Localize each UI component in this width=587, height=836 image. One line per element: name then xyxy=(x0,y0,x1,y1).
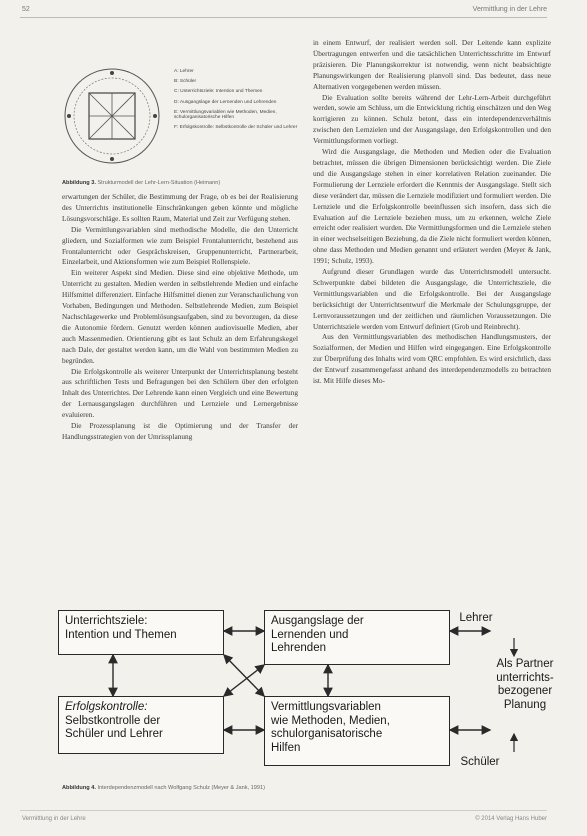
caption-text: Interdependenzmodell nach Wolfgang Schulz (Meyer & Jank, 1991) xyxy=(97,785,265,791)
label-partners xyxy=(478,658,572,712)
legend-item: A: Lehrer xyxy=(174,69,194,74)
left-column xyxy=(62,192,298,443)
box-teaching-goals xyxy=(58,610,224,655)
legend-item: F: Erfolgskontrolle: Selbstkontrolle der Schüler und Lehrer xyxy=(174,124,298,130)
side-line: bezogener xyxy=(497,685,553,697)
paragraph: erwartungen der Schüler, die Bestimmung der Frage, ob es bei der Realisierung des Unterrichts institutionelle Einschränkungen geben könnte und mögliche Lösungsvorschläge. Es sollten Raum, Material und Zeit zur Verfügung stehen. xyxy=(62,192,298,223)
header-rule xyxy=(20,17,547,18)
paragraph: Aufgrund dieser Grundlagen wurde das Unterrichtsmodell untersucht. Schwerpunkte dabei bildeten die Ausgangslage, die Unterrichtsziele, die Vermittlungsvariablen und die Erfolgskontrolle. Bei der Ausgangslage berücksichtigt der Unterrichtsentwurf die Merkmale der Schulungsgruppe, der Lernvoraussetzungen und der zeitlichen und räumlichen Voraussetzungen. Die Unterrichtsziele werden vom Entwurf definiert (Grob und Reinbrecht). xyxy=(313,267,551,331)
page-number: 52 xyxy=(22,6,30,13)
box-line: Unterrichtsziele: xyxy=(65,615,148,627)
figure-4-caption xyxy=(62,785,265,791)
box-line: Lernenden und xyxy=(271,628,349,641)
paragraph: Wird die Ausgangslage, die Methoden und Medien oder die Evaluation betrachtet, müssen die übrigen Dimensionen berücksichtigt werden. Die Ziele und die Ausgangslage stehen in einer korrelativen Relation zueinander. Die Formulierung der Lernziele erfordert die Kenntnis der Ausgangslage. Stellt sich diese verändert dar, müssen die Lernziele modifiziert und formuliert werden. Die Lernziele und die Erfolgskontrolle beeinflussen sich insofern, dass sich die Evaluation auf die Lernziele beziehen muss, um zu erkennen, welche Ziele erreicht oder realisiert wurden. Die Vermittlungsformen und die Lernziele stehen in einer wechselseitigen Beziehung, da die Ziele nicht formuliert werden können, ohne dass Methoden und Medien genannt und erläutert werden (Meyer & Jank, 1991; Schulz, 1993). xyxy=(313,147,551,266)
paragraph: in einem Entwurf, der realisiert werden soll. Der Leitende kann explizite Übertragungen entwerfen und die tatsächlichen Unterrichtsschritte im Entwurf präzisieren. Die Planungskorrektur ist notwendig, wenn nicht beabsichtigte Planungswirkungen der Realisierung planvoll sind. Das bedeutet, dass neue Alternativen vorgegebenen werden müssen. xyxy=(313,38,551,91)
box-line: wie Methoden, Medien, xyxy=(271,714,390,727)
side-line: unterrichts- xyxy=(496,671,554,684)
footer-left: Vermittlung in der Lehre xyxy=(22,816,86,822)
legend-item: E: Vermittlungsvariablen wie Methoden, Medien, schulorganisatorische Hilfen xyxy=(174,109,277,120)
paragraph: Die Vermittlungsvariablen sind methodische Modelle, die den Unterricht gliedern, und Sozialformen wie zum Beispiel Frontalunterricht, bestehend aus Frontalunterricht oder Gesprächskreisen, Gruppenunterricht, Partnerarbeit, Einzelarbeit, und Aktionsformen wie zum Beispiel Rollenspiele. xyxy=(62,224,298,267)
figure-4-interdependence-model xyxy=(58,598,572,780)
box-line: Intention und Themen xyxy=(65,628,177,641)
paragraph: Die Erfolgskontrolle als weiterer Unterpunkt der Unterrichtsplanung besteht aus schriftlichen Tests und Befragungen bei den Schülern über den erfolgten Inhalt des Unterrichtes. Der Lehrende kann einen Vergleich und eine Bewertung der Lernausgangslagen durchführen und Lernziele und Lernergebnisse evaluieren. xyxy=(62,366,298,420)
paragraph: Ein weiterer Aspekt sind Medien. Diese sind eine objektive Methode, um Unterricht zu gestalten. Medien werden in selbstlehrende Medien und einfache Hilfsmittel differenziert. Einfache Hilfsmittel dienen zur Veranschaulichung von Vorhaben, Bedingungen und Methoden. Selbstlehrende Medien, zum Beispiel Nachschlagewerke und Problemlösungsaufgaben, sind zu bevorzugen, da diese die Autonomie fördern. Genutzt werden können audiovisuelle Medien, aber auch Massenmedien. Orientierung gibt es laut Schulz an dem Erfahrungskegel nach Dale, der gestaltet werden kann, um die Wahl von bestimmten Medien zu begründen. xyxy=(62,268,298,365)
legend-item: C: Unterrichtsziele: Intention und Themen xyxy=(174,89,263,95)
legend-item: D: Ausgangslage der Lernenden und Lehrenden xyxy=(174,99,277,105)
structure-model-diagram xyxy=(62,66,162,166)
figure-3-legend xyxy=(174,70,314,136)
side-line: Als Partner xyxy=(496,658,554,670)
paragraph: Aus den Vermittlungsvariablen des methodischen Handlungsmusters, der Sozialformen, der Medien und Hilfen wird eingegangen. Eine Erfolgskontrolle zur Überprüfung des Inhalts wird vom QRC empfohlen. Es wird ersichtlich, dass der Entwurf zusammengefasst anhand des interdependenzmodells zu betrachten ist. Mit Hilfe dieses Mo- xyxy=(313,332,551,386)
paragraph: Die Evaluation sollte bereits während der Lehr-Lern-Arbeit durchgeführt werden, sowie am Schluss, um die Entwicklung richtig einschätzen und den Weg korrigieren zu können. Schulz betont, dass ein interdependenzverhältnis zwischen den Lernzielen und der Ausgangslage, den Erfolgskontrollen und den Vermittlungsformen vorliegt. xyxy=(313,92,551,146)
label-student: Schüler xyxy=(460,756,500,768)
footer-rule xyxy=(20,810,547,811)
box-line: Hilfen xyxy=(271,741,301,754)
box-line: Ausgangslage der xyxy=(271,615,364,627)
figure-3 xyxy=(62,60,298,172)
box-line: Schüler und Lehrer xyxy=(65,728,163,740)
side-line: Planung xyxy=(503,698,547,711)
box-line: Selbstkontrolle der xyxy=(65,714,161,727)
caption-label: Abbildung 4. xyxy=(62,785,96,791)
running-title: Vermittlung in der Lehre xyxy=(472,6,547,13)
label-teacher: Lehrer xyxy=(459,612,493,624)
right-column xyxy=(313,38,551,387)
box-mediation-variables xyxy=(264,696,450,766)
figure-3-caption xyxy=(62,180,220,186)
box-line: schulorganisatorische xyxy=(271,728,383,740)
box-line: Erfolgskontrolle: xyxy=(65,701,148,713)
box-line: Vermittlungsvariablen xyxy=(271,701,381,713)
caption-label: Abbildung 3. xyxy=(62,180,96,186)
paragraph: Die Prozessplanung ist die Optimierung und der Transfer der Handlungsstrategien von der Umrissplanung xyxy=(62,421,298,441)
box-line: Lehrenden xyxy=(271,642,326,654)
box-starting-situation xyxy=(264,610,450,665)
box-success-control xyxy=(58,696,224,754)
footer-right: © 2014 Verlag Hans Huber xyxy=(475,816,547,822)
caption-text: Strukturmodell der Lehr-Lern-Situation (Heimann) xyxy=(97,180,221,186)
legend-item: B: Schüler xyxy=(174,79,197,85)
